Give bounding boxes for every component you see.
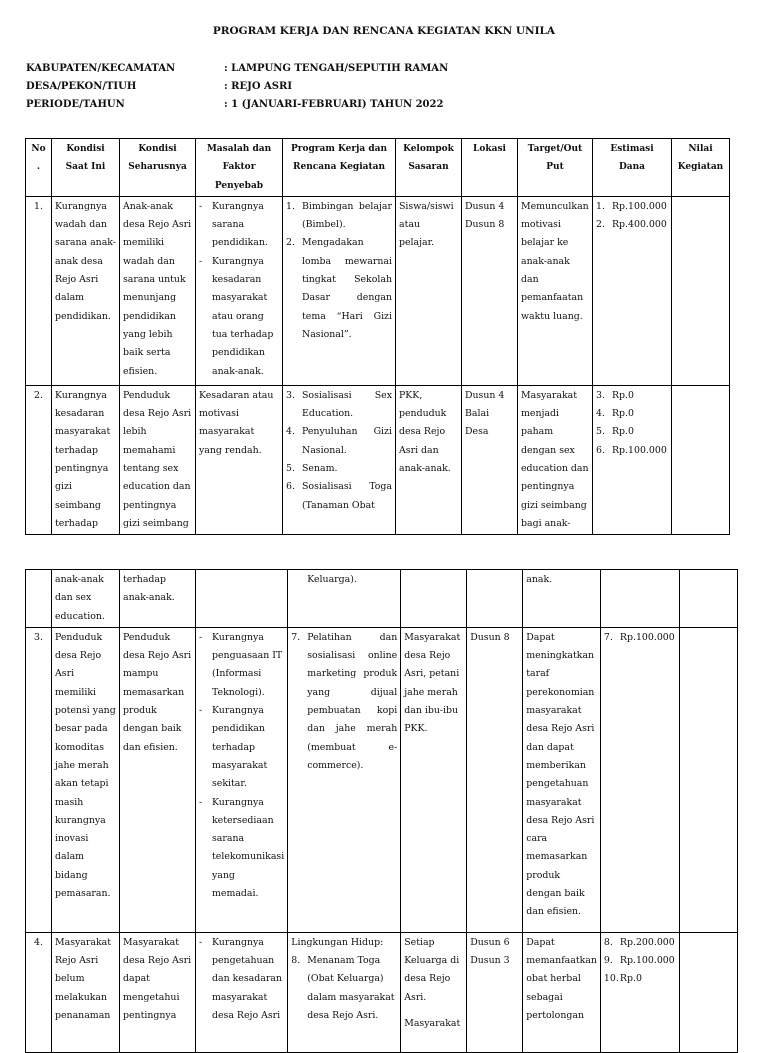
cell-lokasi bbox=[462, 385, 518, 534]
cell-estimasi bbox=[600, 932, 679, 1052]
list-item: 2. Mengadakan lomba mewarnai tingkat Sekolah Dasar dengan tema “Hari Gizi Nasional”. bbox=[286, 237, 392, 340]
list-item: 6. Rp.100.000 bbox=[596, 444, 667, 456]
cell-kondisi-saat-ini: Kurangnya wadah dan sarana anak-anak desa Rejo Asri dalam pendidikan. bbox=[52, 196, 120, 385]
cell-lokasi bbox=[462, 196, 518, 385]
cell-no: 3. bbox=[26, 627, 52, 932]
cell-program bbox=[283, 196, 396, 385]
cell-kelompok bbox=[401, 570, 467, 628]
table-header-row bbox=[26, 139, 730, 197]
lokasi-line: Dusun 4 bbox=[465, 200, 505, 212]
meta-value: : REJO ASRI bbox=[224, 81, 292, 92]
list-item: - Kurangnya pengetahuan dan kesadaran masyarakat desa Rejo Asri bbox=[199, 936, 282, 1022]
list-item: 4. Rp.0 bbox=[596, 408, 635, 420]
col-header-kondisi-seharusnya: Kondisi Seharusnya bbox=[120, 139, 196, 197]
cell-program bbox=[283, 385, 396, 534]
cell-target: Dapat meningkatkan taraf perekonomian masyarakat desa Rejo Asri dan dapat memberikan pengetahuan masyarakat desa Rejo Asri cara memasarkan produk dengan baik dan efisien. bbox=[523, 627, 601, 932]
list-item: 7. Rp.100.000 bbox=[603, 631, 675, 643]
cell-kelompok: Siswa/siswi atau pelajar. bbox=[396, 196, 462, 385]
list-item: 8. Rp.200.000 bbox=[603, 936, 675, 948]
lokasi-line: Dusun 4 bbox=[465, 389, 505, 401]
cell-no: 1. bbox=[26, 196, 52, 385]
lokasi-line: Dusun 8 bbox=[470, 631, 510, 643]
cell-kondisi-seharusnya: Anak-anak desa Rejo Asri memiliki wadah dan sarana untuk menunjang pendidikan yang lebih baik serta efisien. bbox=[120, 196, 196, 385]
col-header-kelompok: Kelompok Sasaran bbox=[396, 139, 462, 197]
col-header-kondisi-saat-ini: Kondisi Saat Ini bbox=[52, 139, 120, 197]
cell-lokasi bbox=[467, 570, 523, 628]
cell-no: 4. bbox=[26, 932, 52, 1052]
meta-row-desa bbox=[26, 78, 746, 96]
lokasi-line: Dusun 3 bbox=[470, 955, 510, 967]
cell-program bbox=[288, 570, 401, 628]
kelompok-text: Setiap Keluarga di desa Rejo Asri. bbox=[404, 936, 460, 1003]
document-meta bbox=[26, 60, 746, 114]
meta-value: : 1 (JANUARI-FEBRUARI) TAHUN 2022 bbox=[224, 99, 444, 110]
cell-nilai bbox=[679, 627, 737, 932]
cell-kelompok: Masyarakat desa Rejo Asri, petani jahe merah dan ibu-ibu PKK. bbox=[401, 627, 467, 932]
cell-estimasi bbox=[593, 196, 672, 385]
cell-kondisi-seharusnya: terhadap anak-anak. bbox=[120, 570, 196, 628]
cell-lokasi bbox=[467, 627, 523, 932]
list-item: 10. Rp.0 bbox=[603, 973, 642, 985]
meta-value: : LAMPUNG TENGAH/SEPUTIH RAMAN bbox=[224, 63, 449, 74]
cell-target: anak. bbox=[523, 570, 601, 628]
program-heading: Lingkungan Hidup: bbox=[291, 936, 384, 948]
cell-nilai bbox=[679, 570, 737, 628]
kelompok-text: Masyarakat bbox=[404, 1018, 461, 1030]
list-item: 9. Rp.100.000 bbox=[603, 955, 675, 967]
table-row-2-continued bbox=[26, 570, 738, 628]
program-table-page-1 bbox=[25, 138, 730, 535]
cell-kelompok bbox=[401, 932, 467, 1052]
col-header-lokasi: Lokasi bbox=[462, 139, 518, 197]
cell-estimasi bbox=[600, 570, 679, 628]
lokasi-line: Balai Desa bbox=[465, 408, 490, 438]
list-item: 4. Penyuluhan Gizi Nasional. bbox=[286, 426, 392, 456]
cell-nilai bbox=[672, 196, 730, 385]
lokasi-line: Dusun 8 bbox=[465, 219, 505, 231]
lokasi-line: Dusun 6 bbox=[470, 936, 510, 948]
cell-program bbox=[288, 932, 401, 1052]
cell-no bbox=[26, 570, 52, 628]
cell-kondisi-saat-ini: Kurangnya kesadaran masyarakat terhadap pentingnya gizi seimbang terhadap bbox=[52, 385, 120, 534]
meta-label: KABUPATEN/KECAMATAN bbox=[26, 63, 176, 74]
cell-nilai bbox=[679, 932, 737, 1052]
cell-target: Masyarakat menjadi paham dengan sex education dan pentingnya gizi seimbang bagi anak- bbox=[518, 385, 593, 534]
list-item: 5. Senam. bbox=[286, 463, 338, 475]
program-continued: Keluarga). bbox=[307, 574, 357, 585]
cell-kondisi-seharusnya: Penduduk desa Rejo Asri mampu memasarkan produk dengan baik dan efisien. bbox=[120, 627, 196, 932]
list-item: - Kurangnya pendidikan terhadap masyarakat sekitar. bbox=[199, 705, 268, 790]
list-item: 8. Menanam Toga (Obat Keluarga) dalam masyarakat desa Rejo Asri. bbox=[291, 955, 395, 1022]
meta-label: DESA/PEKON/TIUH bbox=[26, 81, 137, 92]
cell-program bbox=[288, 627, 401, 932]
table-row-3 bbox=[26, 627, 738, 932]
cell-target: Dapat memanfaatkan obat herbal sebagai pertolongan bbox=[523, 932, 601, 1052]
cell-estimasi bbox=[600, 627, 679, 932]
meta-row-kabupaten bbox=[26, 60, 746, 78]
col-header-nilai: Nilai Kegiatan bbox=[672, 139, 730, 197]
cell-kondisi-saat-ini: anak-anak dan sex education. bbox=[52, 570, 120, 628]
list-item: 1. Rp.100.000 bbox=[596, 200, 667, 212]
col-header-estimasi: Estimasi Dana bbox=[593, 139, 672, 197]
cell-kondisi-saat-ini: Penduduk desa Rejo Asri memiliki potensi yang besar pada komoditas jahe merah akan tetapi masih kurangnya inovasi dalam bidang pemasaran. bbox=[52, 627, 120, 932]
list-item: 3. Sosialisasi Sex Education. bbox=[286, 389, 392, 420]
cell-masalah: Kesadaran atau motivasi masyarakat yang rendah. bbox=[196, 385, 283, 534]
col-header-no: No . bbox=[26, 139, 52, 197]
cell-masalah bbox=[196, 627, 288, 932]
col-header-masalah: Masalah dan Faktor Penyebab bbox=[196, 139, 283, 197]
list-item: 2. Rp.400.000 bbox=[596, 219, 667, 231]
list-item: 5. Rp.0 bbox=[596, 426, 635, 438]
cell-lokasi bbox=[467, 932, 523, 1052]
list-item: 7. Pelatihan dan sosialisasi online marketing produk yang dijual pembuatan kopi dan jahe merah (membuat e-commerce). bbox=[291, 631, 398, 771]
meta-label: PERIODE/TAHUN bbox=[26, 99, 125, 110]
cell-masalah bbox=[196, 932, 288, 1052]
list-item: - Kurangnya penguasaan IT (Informasi Teknologi). bbox=[199, 631, 283, 698]
list-item: - Kurangnya ketersediaan sarana telekomunikasi yang memadai. bbox=[199, 796, 285, 900]
list-item: - Kurangnya kesadaran masyarakat atau orang tua terhadap pendidikan anak-anak. bbox=[199, 255, 274, 377]
list-item: 3. Rp.0 bbox=[596, 389, 635, 401]
page-title: PROGRAM KERJA DAN RENCANA KEGIATAN KKN UNILA bbox=[212, 25, 556, 37]
cell-masalah bbox=[196, 196, 283, 385]
cell-masalah bbox=[196, 570, 288, 628]
table-row-1 bbox=[26, 196, 730, 385]
list-item: - Kurangnya sarana pendidikan. bbox=[199, 200, 268, 249]
cell-nilai bbox=[672, 385, 730, 534]
cell-estimasi bbox=[593, 385, 672, 534]
cell-kondisi-saat-ini: Masyarakat Rejo Asri belum melakukan penanaman bbox=[52, 932, 120, 1052]
cell-target: Memunculkan motivasi belajar ke anak-anak dan pemanfaatan waktu luang. bbox=[518, 196, 593, 385]
table-row-2 bbox=[26, 385, 730, 534]
program-table-page-2 bbox=[25, 569, 738, 1053]
col-header-target: Target/Out Put bbox=[518, 139, 593, 197]
cell-kondisi-seharusnya: Masyarakat desa Rejo Asri dapat mengetahui pentingnya bbox=[120, 932, 196, 1052]
col-header-program: Program Kerja dan Rencana Kegiatan bbox=[283, 139, 396, 197]
table-row-4 bbox=[26, 932, 738, 1052]
list-item: 1. Bimbingan belajar (Bimbel). bbox=[286, 200, 392, 231]
cell-kondisi-seharusnya: Penduduk desa Rejo Asri lebih memahami tentang sex education dan pentingnya gizi seimbang bbox=[120, 385, 196, 534]
cell-no: 2. bbox=[26, 385, 52, 534]
list-item: 6. Sosialisasi Toga (Tanaman Obat bbox=[286, 481, 392, 511]
cell-kelompok: PKK, penduduk desa Rejo Asri dan anak-anak. bbox=[396, 385, 462, 534]
meta-row-periode bbox=[26, 96, 746, 114]
